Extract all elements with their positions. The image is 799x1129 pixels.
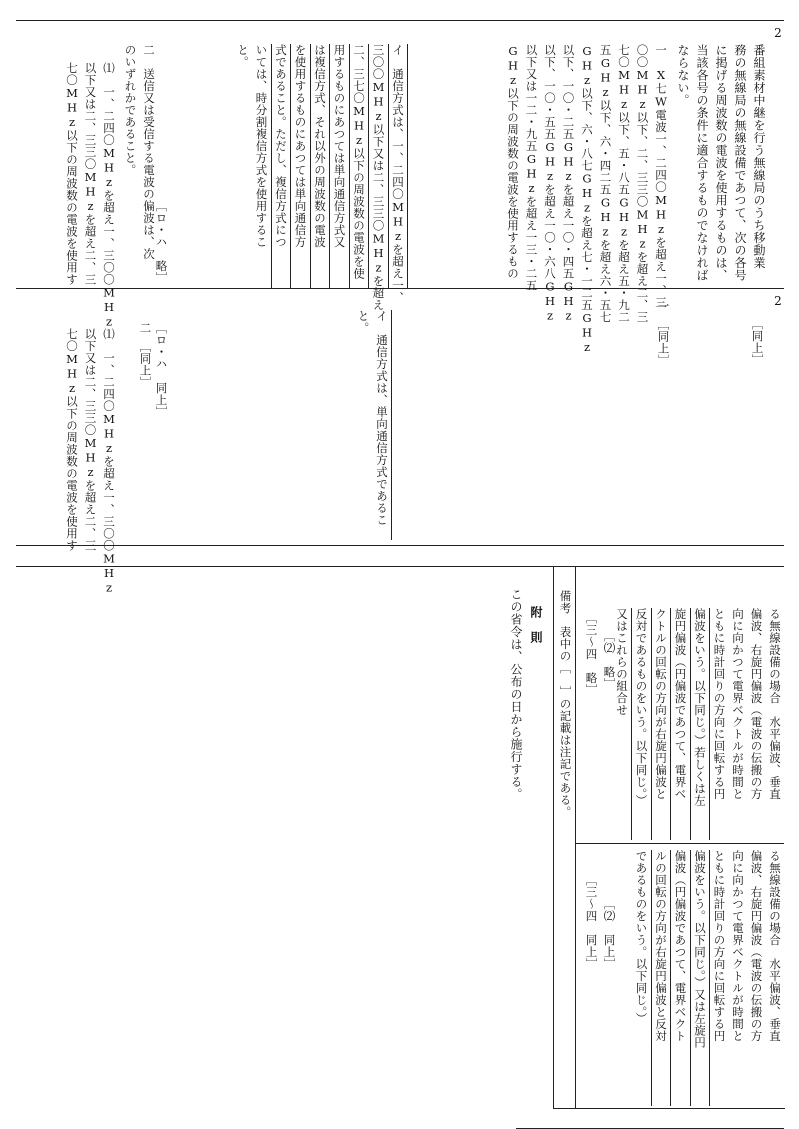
old-ro-ha-note: ［ロ・ハ 略］	[154, 200, 169, 284]
new-sub-2-note: ［⑵ 同上］	[602, 898, 617, 970]
table-left-border	[553, 566, 554, 1108]
text-line: いては、時分割複信方式を使用するこ	[252, 44, 272, 288]
text-line: 二 送信又は受信する電波の偏波は、次	[142, 44, 156, 260]
old-paragraph-2-number: 2	[771, 26, 785, 41]
text-line: 務の無線局の無線設備であつて、次の各号	[733, 44, 747, 282]
text-line: 偏波、右旋円偏波（電波の伝搬の方	[749, 850, 764, 1042]
text-line: ともに時計回りの方向に回転する円	[712, 608, 727, 800]
new-paragraph-2-number: 2	[771, 294, 785, 309]
text-line: 七〇MHz以下の周波数の電波を使用す	[65, 62, 79, 286]
old-item-2	[118, 44, 158, 260]
supplementary-provision-text: この省令は、公布の日から施行する。	[509, 588, 523, 801]
old-polarization-text	[616, 608, 784, 840]
text-line: 又はこれらの組合せ	[613, 608, 633, 840]
text-line: と。	[236, 44, 250, 68]
text-line: 以下又は一二・九五GHzを超え一三・二五	[524, 44, 539, 292]
table-mid-rule	[575, 843, 784, 844]
text-line: ルの回転の方向が右旋円偏波と反対	[652, 850, 672, 1106]
text-line: のいずれかであること。	[123, 44, 138, 176]
text-line: 偏波、右旋円偏波（電波の伝搬の方	[749, 608, 764, 800]
lower-top-rule	[16, 566, 784, 567]
new-paragraph-2-note: ［同上］	[750, 318, 765, 366]
upper-bottom-rule	[16, 545, 784, 546]
new-items-3-4-note: ［三～四 同上］	[584, 874, 599, 970]
new-polarization-text	[634, 850, 784, 1106]
text-line: 以下、一〇・二五GHzを超え一〇・四五GHz	[561, 44, 576, 323]
text-line: 一 X七W電波一、二四〇MHzを超え一、三	[654, 44, 668, 309]
text-line: 向に向かつて電界ベクトルが時間と	[731, 850, 745, 1042]
text-line: 七〇MHz以下、五・八五GHzを超え五・九二	[617, 44, 631, 323]
text-line: 反対であるものをいう。以下同じ。）	[632, 608, 652, 840]
text-line: 式であること。ただし、複信方式につ	[272, 44, 292, 288]
text-line: 二、三七〇MHz以下の周波数の電波を使	[350, 44, 370, 288]
table-remark: 備考 表中の［ ］の記載は注記である。	[558, 590, 573, 818]
text-line: ⑴ 一、二四〇MHzを超え一、三〇〇MHz	[102, 62, 116, 329]
table-bottom-rule	[553, 1108, 785, 1109]
text-line: 用するものにあつては単向通信方式又	[330, 44, 350, 288]
text-line: クトルの回転の方向が右旋円偏波と	[652, 608, 672, 840]
new-item-i	[352, 310, 392, 540]
text-line: 偏波をいう。以下同じ。）又は左旋円	[691, 850, 711, 1106]
text-line: GHz以下、六・八七GHzを超え七・一二五GHz	[580, 44, 594, 355]
text-line: る無線設備の場合 水平偏波、垂直	[768, 850, 782, 1042]
text-line: 以下、一〇・五五GHzを超え一〇・六八GHz	[543, 44, 557, 323]
text-line: 以下又は二、三三〇MHzを超え二、三	[83, 62, 98, 286]
text-line: 番組素材中継を行う無線局のうち移動業	[752, 44, 766, 269]
text-line: イ 通信方式は、一、二四〇MHzを超え一、	[389, 44, 409, 288]
text-line: 当該各号の条件に適合するものでなければ	[695, 44, 709, 282]
text-line: 以下又は二、三三〇MHzを超え二、三	[83, 328, 98, 552]
new-ro-ha-note: ［ロ・ハ 同上］	[154, 322, 169, 418]
text-line: 三〇〇MHz以下又は二、三三〇MHzを超え	[369, 44, 389, 288]
old-items-3-4-note: ［三～四 略］	[584, 612, 599, 696]
text-line: であるものをいう。以下同じ。）	[632, 850, 652, 1106]
text-line: ⑴ 一、二四〇MHzを超え一、三〇〇MHz	[102, 328, 116, 595]
old-item-i	[172, 44, 408, 311]
text-line: は複信方式、それ以外の周波数の電波	[311, 44, 331, 288]
new-item-1-note: 一 ［同上］	[656, 300, 671, 367]
new-sub-1	[22, 328, 118, 595]
new-item-2: 二 ［同上］	[138, 322, 153, 389]
text-line: GHz以下の周波数の電波を使用するもの	[506, 44, 520, 280]
text-line: 五GHz以下、六・四二五GHzを超え六・五七	[598, 44, 613, 323]
text-line: イ 通信方式は、単向通信方式であるこ	[373, 310, 393, 540]
remark-column-border	[575, 566, 576, 1108]
supplementary-provision-title: 附 則	[529, 606, 543, 644]
text-line: に掲げる周波数の電波を使用するものは、	[714, 44, 728, 282]
text-line: と。	[356, 310, 371, 334]
top-border	[16, 20, 784, 21]
text-line: を使用するものにあつては単向通信方	[291, 44, 311, 288]
text-line: 七〇MHz以下の周波数の電波を使用す	[65, 328, 79, 552]
text-line: る無線設備の場合 水平偏波、垂直	[768, 608, 782, 800]
text-line: 〇〇MHz以下、二、三三〇MHzを超え二、三	[635, 44, 650, 323]
old-paragraph-2	[673, 44, 768, 288]
text-line: 偏波をいう。以下同じ。）若しくは左	[691, 608, 711, 840]
old-sub-1	[22, 62, 118, 329]
text-line: 偏波（円偏波であつて、電界ベクト	[671, 850, 691, 1106]
text-line: ともに時計回りの方向に回転する円	[712, 850, 727, 1042]
old-sub-2-note: ［⑵ 略］	[602, 630, 617, 690]
text-line: ならない。	[676, 44, 690, 107]
text-line: 旋円偏波（円偏波であつて、電界ベ	[671, 608, 691, 840]
text-line: 向に向かつて電界ベクトルが時間と	[731, 608, 745, 800]
